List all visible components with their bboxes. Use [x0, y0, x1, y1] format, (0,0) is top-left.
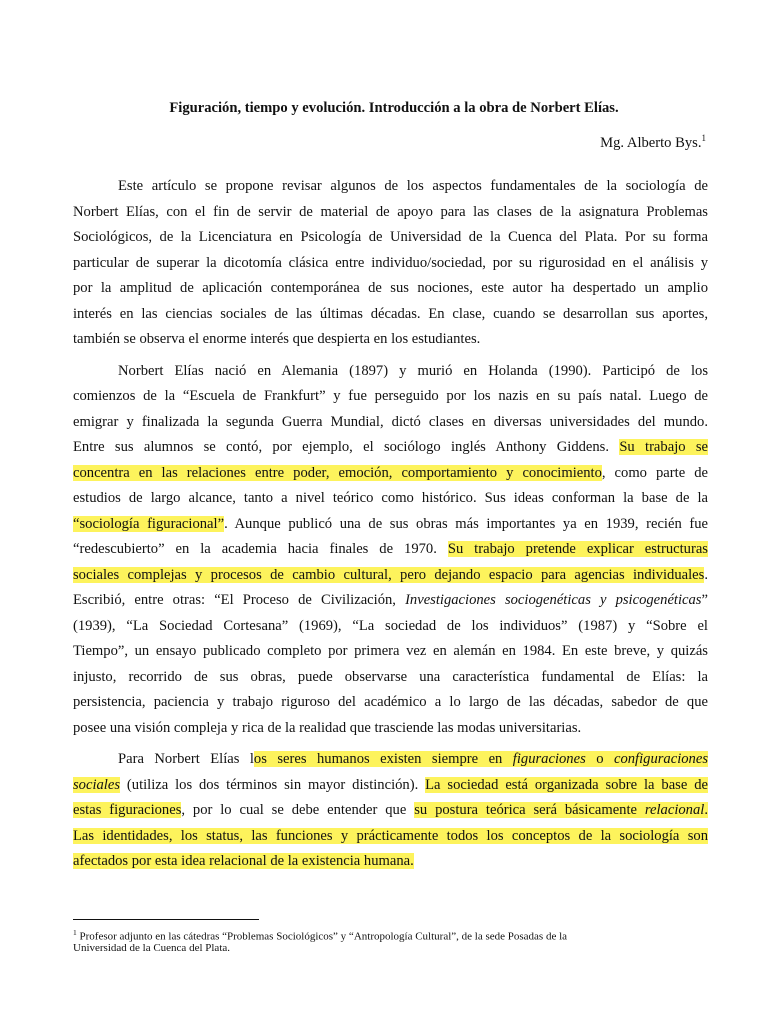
author-name: Mg. Alberto Bys. [600, 134, 702, 151]
highlighted-text: . [704, 802, 708, 818]
footnote [73, 925, 673, 956]
footnote-reference: 1 [701, 133, 706, 143]
highlighted-text: concentra en las relaciones entre poder, emoción, comportamiento y conocimiento [73, 464, 602, 481]
text-run: “redescubierto” en la academia hacia finales de 1970. [73, 541, 448, 557]
text-run: también se observa el enorme interés que despierta en los estudiantes. [73, 331, 481, 347]
text-line [73, 384, 708, 410]
text-run: . Aunque publicó una de sus obras más importantes ya en 1939, recién fue [224, 515, 709, 532]
text-line [73, 588, 708, 614]
text-line [73, 798, 708, 824]
text-run: ” [701, 592, 708, 608]
highlighted-text: Las identidades, los status, las funciones y prácticamente todos los conceptos de la sociología son [73, 827, 708, 844]
text-run: por la amplitud de aplicación contemporánea de sus nociones, este autor ha despertado un amplio [73, 280, 708, 296]
text-run: Norbert Elías, con el fin de servir de material de apoyo para las clases de la asignatura Problemas [73, 203, 708, 220]
body-text [73, 174, 708, 875]
footnote-line [73, 925, 673, 941]
document-author [600, 133, 706, 152]
text-run: Tiempo”, un ensayo publicado completo por primera vez en alemán en 1984. En este breve, y quizás [73, 643, 708, 659]
text-run: comienzos de la “Escuela de Frankfurt” y fue perseguido por los nazis en su país natal. Luego de [73, 388, 708, 404]
text-line [73, 849, 708, 875]
text-run: Para Norbert Elías l [118, 751, 254, 767]
text-line [73, 461, 708, 487]
text-run: (1939), “La Sociedad Cortesana” (1969), “La sociedad de los individuos” (1987) y “Sobre el [73, 617, 708, 634]
highlighted-text: “sociología figuracional” [73, 515, 225, 532]
text-line [73, 747, 708, 773]
highlighted-text: relacional [644, 802, 705, 818]
text-line [73, 824, 708, 850]
highlighted-text: sociales [73, 776, 121, 793]
text-line [73, 251, 708, 277]
text-run: , como parte de [601, 464, 708, 481]
text-line [73, 410, 708, 436]
text-line [73, 563, 708, 589]
text-run: interés en las ciencias sociales de las últimas décadas. En clase, cuando se desarrollan sus aportes, [73, 305, 708, 322]
text-run: Sociológicos, de la Licenciatura en Psicología de Universidad de la Cuenca del Plata. Por su forma [73, 229, 708, 245]
document-title: Figuración, tiempo y evolución. Introducción a la obra de Norbert Elías. [169, 100, 619, 116]
paragraph [73, 747, 708, 875]
text-run: injusto, recorrido de sus obras, puede observarse una característica fundamental de Elías: la [73, 668, 708, 685]
highlighted-text: Su trabajo se [619, 439, 708, 455]
footnote-text: Universidad de la Cuenca del Plata. [73, 941, 231, 954]
text-line [73, 512, 708, 538]
text-line [73, 200, 708, 226]
text-run: estudios de largo alcance, tanto a nivel teórico como histórico. Sus ideas conforman la base de la [73, 490, 708, 506]
text-line [73, 486, 708, 512]
text-line [73, 327, 708, 353]
text-run: emigrar y finalizada la segunda Guerra Mundial, dictó clases en diversas universidades del mundo. [73, 413, 708, 430]
text-run: Entre sus alumnos se contó, por ejemplo, el sociólogo inglés Anthony Giddens. [73, 439, 620, 455]
footnote-mark: 1 [73, 928, 77, 937]
highlighted-text: sociales complejas y procesos de cambio cultural, pero dejando espacio para agencias individuales [73, 566, 705, 583]
highlighted-text: figuraciones [512, 751, 586, 767]
text-run: utiliza los dos términos sin mayor distinción). [131, 776, 426, 793]
text-line [73, 276, 708, 302]
text-line [73, 639, 708, 665]
text-run: Norbert Elías nació en Alemania (1897) y murió en Holanda (1990). Participó de los [118, 362, 708, 379]
paragraph [73, 174, 708, 353]
highlighted-text: Su trabajo pretende explicar estructuras [447, 541, 708, 557]
footnote-text: Profesor adjunto en las cátedras “Problemas Sociológicos” y “Antropología Cultural”, de la sede Posadas de la [76, 930, 568, 943]
text-line [73, 537, 708, 563]
text-run: . [704, 566, 708, 583]
footnote-divider [73, 919, 259, 920]
text-line [73, 716, 708, 742]
text-line [73, 225, 708, 251]
text-line [73, 302, 708, 328]
text-line [73, 359, 708, 385]
text-line [73, 614, 708, 640]
highlighted-text: configuraciones [613, 751, 709, 767]
text-run: posee una visión compleja y rica de la realidad que trasciende las modas universitarias. [73, 719, 582, 736]
highlighted-text: su postura teórica será básicamente [414, 802, 645, 818]
text-line [73, 435, 708, 461]
highlighted-text: afectados por esta idea relacional de la existencia humana. [73, 853, 414, 869]
text-line [73, 665, 708, 691]
highlighted-text: o [585, 751, 614, 767]
highlighted-text: La sociedad está organizada sobre la base de [425, 776, 708, 793]
text-run: ( [120, 776, 132, 793]
text-run: Este artículo se propone revisar algunos de los aspectos fundamentales de la sociología de [118, 178, 708, 194]
text-line [73, 174, 708, 200]
text-run: particular de superar la dicotomía clásica entre individuo/sociedad, por su rigurosidad en el análisis y [73, 254, 708, 271]
text-run: , por lo cual se debe entender que [181, 802, 415, 818]
paragraph [73, 359, 708, 742]
text-run: persistencia, paciencia y trabajo riguroso del académico a lo largo de las décadas, sabedor de que [73, 694, 708, 710]
highlighted-text: os seres humanos existen siempre en [253, 751, 513, 767]
highlighted-text: estas figuraciones [73, 802, 182, 818]
text-line [73, 690, 708, 716]
text-line [73, 773, 708, 799]
text-run: Investigaciones sociogenéticas y psicogenéticas [405, 592, 702, 608]
text-run: Escribió, entre otras: “El Proceso de Civilización, [73, 592, 406, 608]
